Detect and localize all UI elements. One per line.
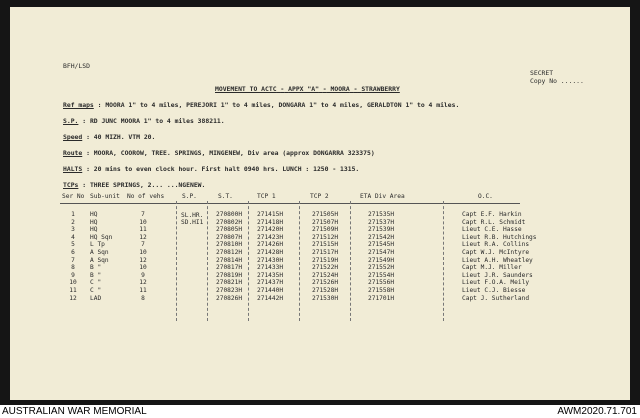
column-header: No of vehs bbox=[127, 193, 165, 200]
table-row bbox=[10, 257, 630, 264]
table-cell: 271552H bbox=[368, 264, 395, 272]
title-prefix: MOVEMENT TO ACTC bbox=[215, 85, 277, 93]
table-cell: HQ Sqn bbox=[90, 233, 113, 241]
table-cell: 11 bbox=[139, 287, 147, 294]
table-cell: 271558H bbox=[368, 287, 395, 294]
route-line bbox=[63, 150, 375, 157]
tcps-line bbox=[63, 182, 205, 189]
column-divider bbox=[248, 201, 249, 321]
table-cell: 271420H bbox=[257, 226, 284, 234]
table-cell: 5 bbox=[71, 241, 75, 249]
table-cell: 271430H bbox=[257, 256, 284, 264]
table-cell: 271545H bbox=[368, 241, 395, 249]
table-cell: 270812H bbox=[216, 249, 243, 256]
route-value: : MOORA, COOROW, TREE. SPRINGS, MINGENEW, Div area (approx DONGARRA 323375) bbox=[86, 149, 375, 157]
table-cell: 271426H bbox=[257, 241, 284, 249]
table-cell: L Tp bbox=[90, 241, 105, 249]
table-cell: 271428H bbox=[257, 249, 284, 256]
table-row bbox=[10, 264, 630, 271]
table-cell: 12 bbox=[139, 256, 147, 264]
table-cell: 2 bbox=[71, 218, 75, 226]
table-row bbox=[10, 287, 630, 294]
table-cell: 12 bbox=[69, 294, 77, 302]
table-cell: 271442H bbox=[257, 294, 284, 302]
table-cell: 270823H bbox=[216, 287, 243, 294]
table-cell: B " bbox=[90, 271, 102, 279]
tcps-value: : THREE SPRINGS, 2... ...NGENEW. bbox=[82, 181, 206, 189]
table-cell: 271542H bbox=[368, 233, 395, 241]
table-cell: Capt M.J. Miller bbox=[462, 264, 522, 272]
table-cell: 9 bbox=[141, 271, 145, 279]
table-cell: 270817H bbox=[216, 264, 243, 272]
ref-maps-label: Ref maps bbox=[63, 101, 94, 109]
halts-label: HALTS bbox=[63, 165, 83, 173]
copy-number: Copy No ...... bbox=[530, 77, 584, 85]
table-cell: 271433H bbox=[257, 264, 284, 272]
table-cell: LAD bbox=[90, 294, 102, 302]
table-cell: 271554H bbox=[368, 271, 395, 279]
table-cell: 12 bbox=[139, 279, 147, 287]
table-divider bbox=[60, 203, 520, 204]
speed-line bbox=[63, 134, 155, 141]
table-cell: 271437H bbox=[257, 279, 284, 287]
table-row bbox=[10, 226, 630, 233]
table-cell: A Sqn bbox=[90, 249, 109, 256]
table-row bbox=[10, 211, 630, 218]
start-point-value: : RD JUNC MOORA 1" to 4 miles 388211. bbox=[82, 117, 225, 125]
start-point-label: S.P. bbox=[63, 117, 79, 125]
halts-line bbox=[63, 166, 359, 173]
table-cell: 4 bbox=[71, 233, 75, 241]
column-header: ETA Div Area bbox=[360, 193, 405, 200]
table-cell: 7 bbox=[141, 241, 145, 249]
table-cell: 3 bbox=[71, 226, 75, 234]
column-divider bbox=[299, 201, 300, 321]
table-cell: 7 bbox=[141, 211, 145, 218]
title-separator: - bbox=[322, 85, 327, 93]
table-cell: Capt J. Sutherland bbox=[462, 294, 530, 302]
table-cell: 271435H bbox=[257, 271, 284, 279]
table-cell: 11 bbox=[139, 226, 147, 234]
route-label: Route bbox=[63, 149, 83, 157]
table-cell: 270802H bbox=[216, 218, 243, 226]
table-row bbox=[10, 249, 630, 256]
table-cell: 271423H bbox=[257, 233, 284, 241]
table-cell: 271528H bbox=[312, 287, 339, 294]
halts-value: : 20 mins to even clock hour. First halt 0940 hrs. LUNCH : 1250 - 1315. bbox=[86, 165, 360, 173]
document-page bbox=[10, 7, 630, 400]
table-cell: 271701H bbox=[368, 294, 395, 302]
table-cell: 10 bbox=[69, 279, 77, 287]
table-cell: Capt E.F. Harkin bbox=[462, 211, 522, 218]
table-cell: 270800H bbox=[216, 211, 243, 218]
sp-note: SD.HI1 bbox=[181, 219, 204, 226]
table-cell: Capt W.J. McIntyre bbox=[462, 249, 530, 256]
table-cell: 7 bbox=[71, 256, 75, 264]
table-cell: 271522H bbox=[312, 264, 339, 272]
title-origin: MOORA bbox=[330, 85, 350, 93]
table-cell: 271530H bbox=[312, 294, 339, 302]
column-divider bbox=[176, 201, 177, 321]
table-row bbox=[10, 241, 630, 248]
table-cell: 270826H bbox=[216, 294, 243, 302]
table-cell: 8 bbox=[71, 264, 75, 272]
table-cell: 271549H bbox=[368, 256, 395, 264]
table-cell: 270807H bbox=[216, 233, 243, 241]
title-separator: - bbox=[353, 85, 358, 93]
table-cell: 271440H bbox=[257, 287, 284, 294]
table-cell: 271418H bbox=[257, 218, 284, 226]
table-row bbox=[10, 279, 630, 286]
table-cell: Lieut R.A. Collins bbox=[462, 241, 530, 249]
table-cell: 271539H bbox=[368, 226, 395, 234]
table-cell: B " bbox=[90, 264, 102, 272]
table-row bbox=[10, 219, 630, 226]
archive-name: AUSTRALIAN WAR MEMORIAL bbox=[2, 406, 147, 417]
start-point-line bbox=[63, 118, 225, 125]
table-cell: Lieut J.R. Saunders bbox=[462, 271, 533, 279]
table-row bbox=[10, 234, 630, 241]
archive-footer bbox=[0, 405, 640, 418]
table-cell: 271547H bbox=[368, 249, 395, 256]
column-header: Ser No bbox=[62, 193, 85, 200]
column-divider bbox=[207, 201, 208, 321]
table-cell: 12 bbox=[139, 233, 147, 241]
table-cell: 10 bbox=[139, 264, 147, 272]
table-cell: 271512H bbox=[312, 233, 339, 241]
title-separator: - bbox=[280, 85, 285, 93]
table-cell: 11 bbox=[69, 287, 77, 294]
ref-maps-line bbox=[63, 102, 459, 109]
table-cell: 1 bbox=[71, 211, 75, 218]
table-cell: A Sqn bbox=[90, 256, 109, 264]
table-cell: 270810H bbox=[216, 241, 243, 249]
column-divider bbox=[443, 201, 444, 321]
column-header: O.C. bbox=[478, 193, 493, 200]
column-header: TCP 2 bbox=[310, 193, 329, 200]
column-header: S.T. bbox=[218, 193, 233, 200]
table-cell: 9 bbox=[71, 271, 75, 279]
table-row bbox=[10, 295, 630, 302]
table-cell: 271556H bbox=[368, 279, 395, 287]
table-cell: 271535H bbox=[368, 211, 395, 218]
table-cell: C " bbox=[90, 287, 102, 294]
document-title bbox=[215, 86, 400, 93]
table-cell: 271515H bbox=[312, 241, 339, 249]
table-cell: 6 bbox=[71, 249, 75, 256]
table-cell: Capt R.L. Schmidt bbox=[462, 218, 526, 226]
table-cell: 10 bbox=[139, 218, 147, 226]
column-header: Sub-unit bbox=[90, 193, 120, 200]
table-cell: 270819H bbox=[216, 271, 243, 279]
table-cell: C " bbox=[90, 279, 102, 287]
table-cell: HQ bbox=[90, 226, 98, 234]
table-cell: Lieut F.O.A. Meily bbox=[462, 279, 530, 287]
archive-record-number: AWM2020.71.701 bbox=[557, 406, 637, 417]
table-cell: 8 bbox=[141, 294, 145, 302]
table-cell: 271507H bbox=[312, 218, 339, 226]
table-cell: 10 bbox=[139, 249, 147, 256]
column-header: S.P. bbox=[182, 193, 197, 200]
column-divider bbox=[350, 201, 351, 321]
speed-value: : 40 MIZH. VTM 20. bbox=[86, 133, 156, 141]
table-cell: 271519H bbox=[312, 256, 339, 264]
table-row bbox=[10, 272, 630, 279]
table-cell: Lieut C.J. Biesse bbox=[462, 287, 526, 294]
speed-label: Speed bbox=[63, 133, 83, 141]
column-header: TCP 1 bbox=[257, 193, 276, 200]
title-destination: STRAWBERRY bbox=[361, 85, 400, 93]
table-cell: 271415H bbox=[257, 211, 284, 218]
table-cell: 271526H bbox=[312, 279, 339, 287]
table-cell: 271517H bbox=[312, 249, 339, 256]
table-cell: 271509H bbox=[312, 226, 339, 234]
ref-maps-value: : MOORA 1" to 4 miles, PEREJORI 1" to 4 miles, DONGARA 1" to 4 miles, GERALDTON 1" to 4 miles. bbox=[97, 101, 460, 109]
table-cell: HQ bbox=[90, 211, 98, 218]
table-cell: 271505H bbox=[312, 211, 339, 218]
table-cell: 271537H bbox=[368, 218, 395, 226]
classification-label: SECRET bbox=[530, 69, 554, 77]
table-cell: 271524H bbox=[312, 271, 339, 279]
table-cell: Lieut R.B. Hutchings bbox=[462, 233, 537, 241]
table-cell: Lieut C.E. Hasse bbox=[462, 226, 522, 234]
table-header bbox=[10, 193, 630, 200]
table-cell: HQ bbox=[90, 218, 98, 226]
title-appendix: APPX "A" bbox=[288, 85, 319, 93]
reference-code: BFH/LSD bbox=[63, 62, 90, 70]
table-cell: 270814H bbox=[216, 256, 243, 264]
tcps-label: TCPs bbox=[63, 181, 79, 189]
table-cell: Lieut A.H. Wheatley bbox=[462, 256, 533, 264]
table-cell: 270805H bbox=[216, 226, 243, 234]
sp-note: SL.HR. bbox=[181, 212, 204, 219]
table-cell: 270821H bbox=[216, 279, 243, 287]
